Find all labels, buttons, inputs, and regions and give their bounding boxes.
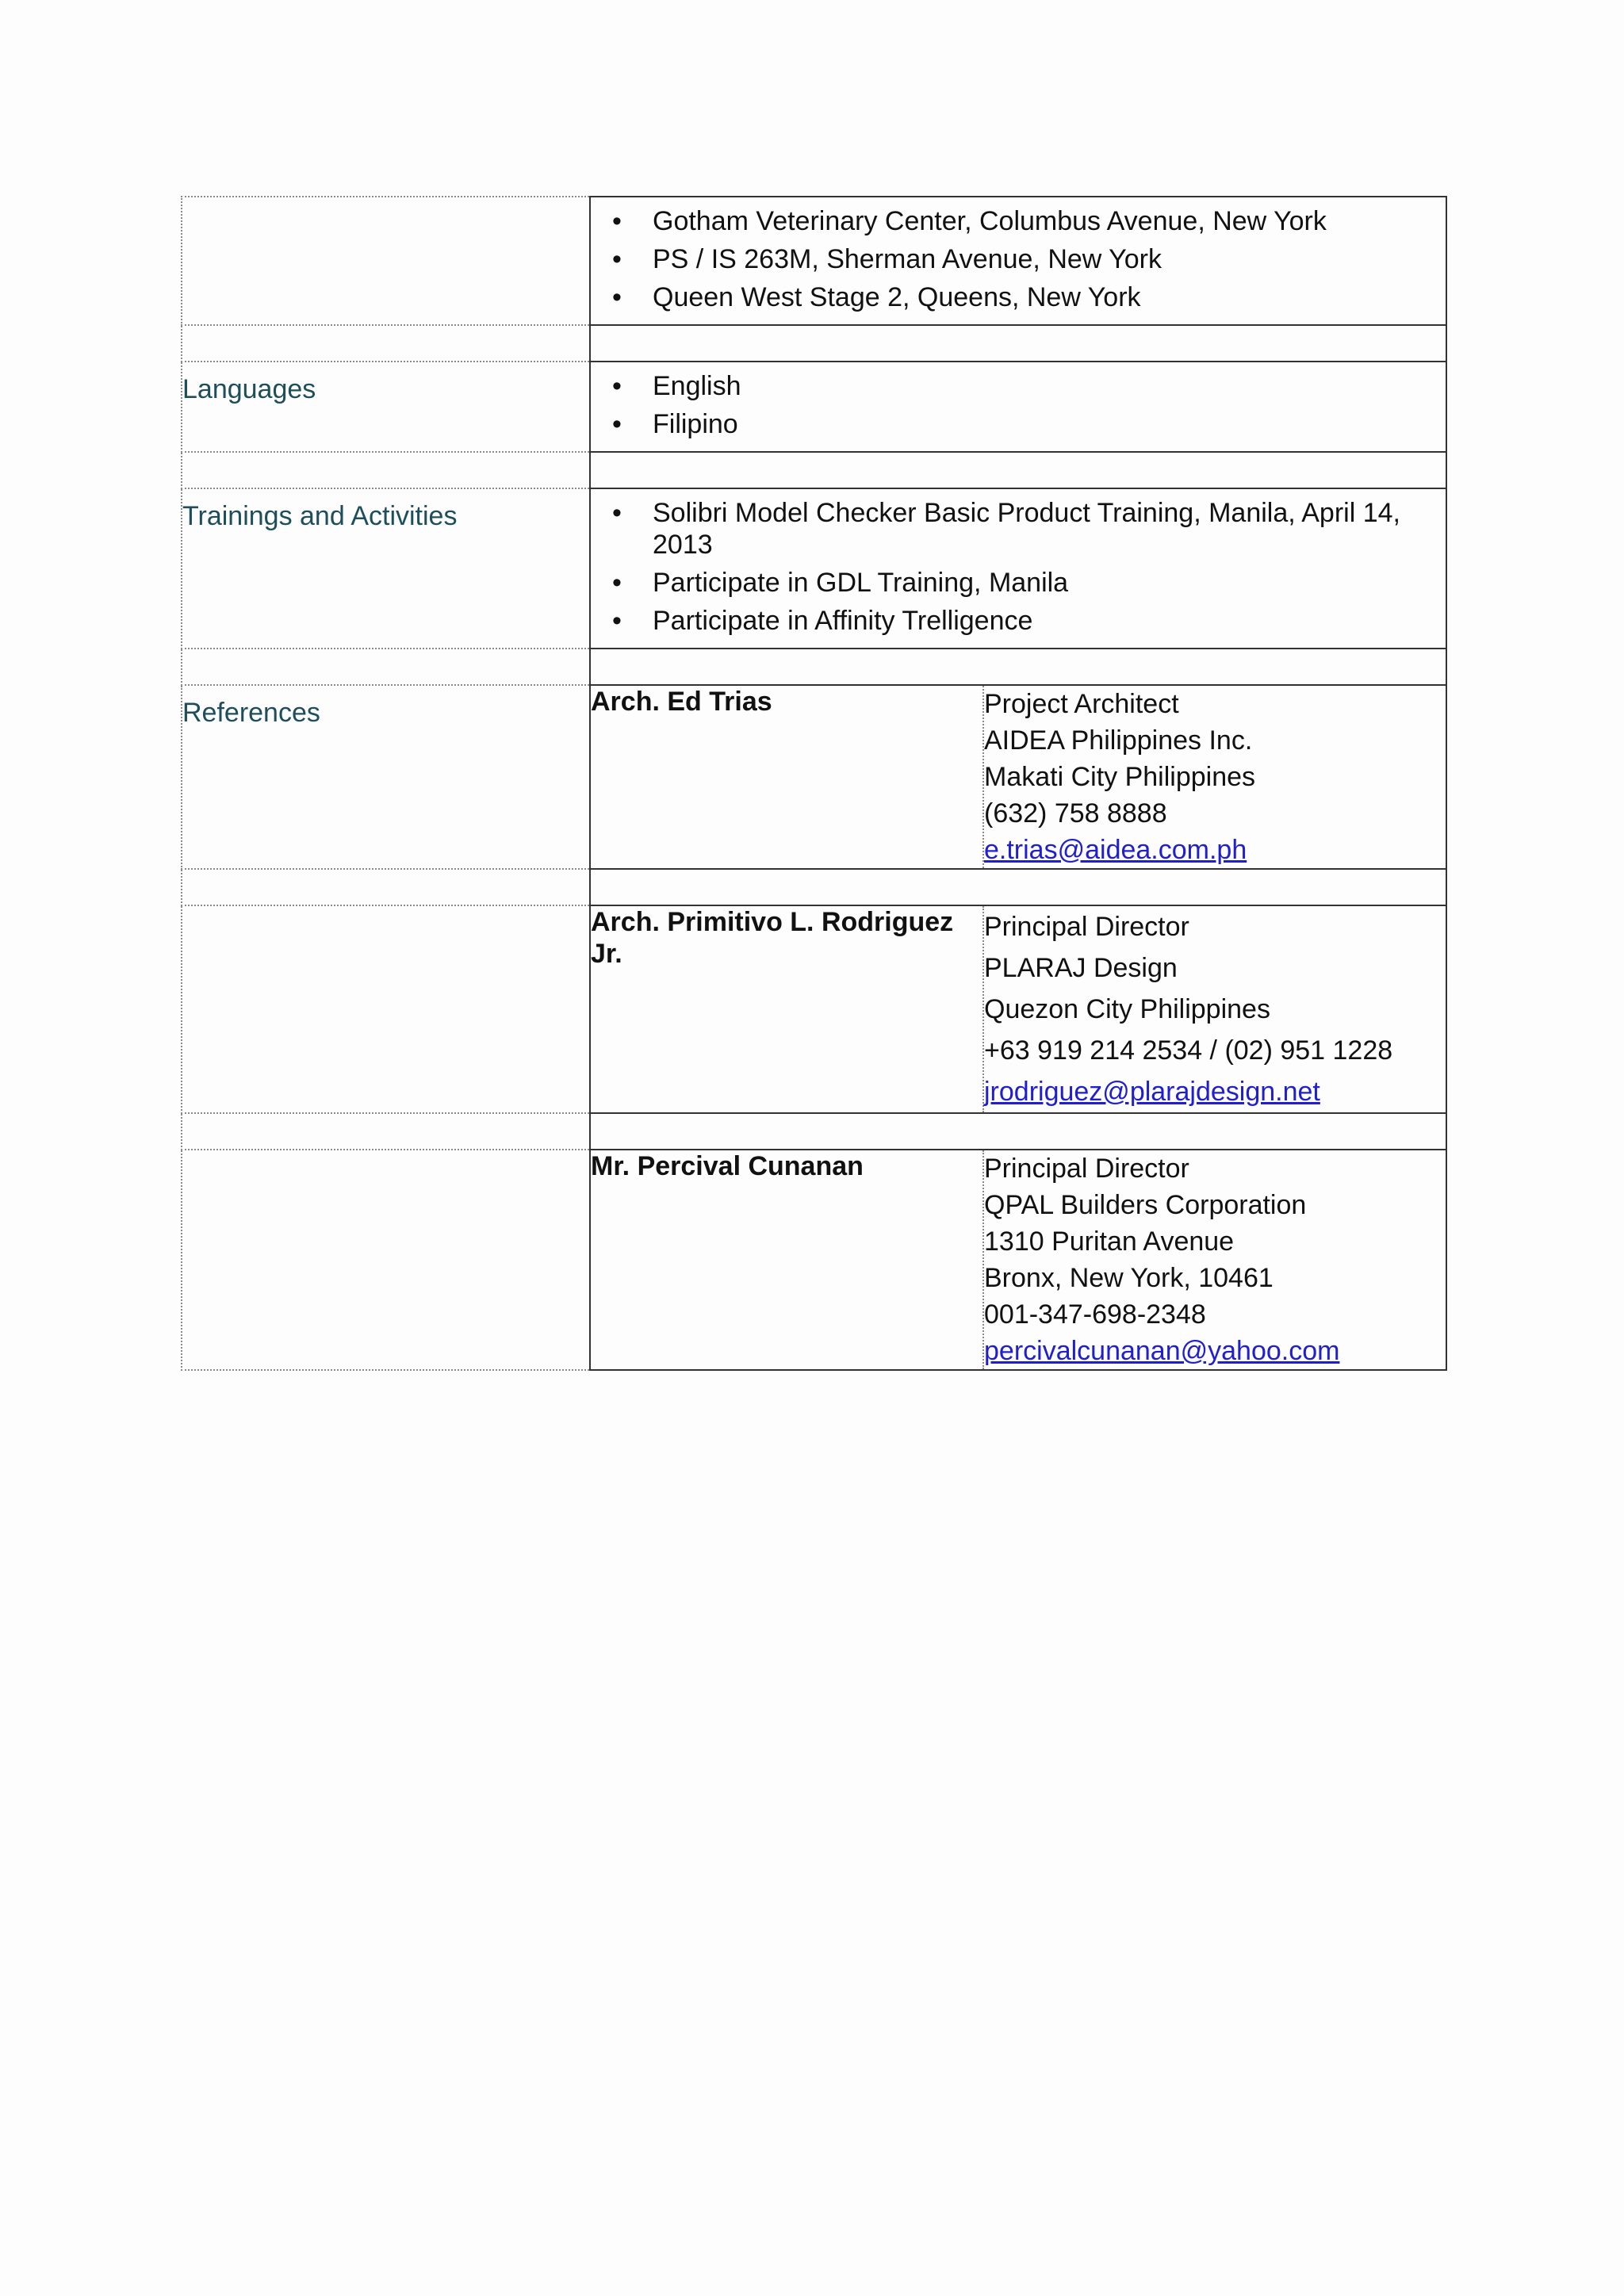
reference-row [182, 1150, 1446, 1370]
spacer-label-cell [182, 869, 590, 905]
bullet-icon: • [612, 568, 622, 598]
reference-detail-cell [983, 1150, 1446, 1370]
bullet-icon: • [612, 498, 622, 528]
reference-row [182, 685, 1446, 869]
project-text: Gotham Veterinary Center, Columbus Avenue, New York [653, 206, 1327, 236]
spacer-row [182, 452, 1446, 488]
reference-location: Quezon City Philippines [984, 994, 1270, 1024]
trainings-label: Trainings and Activities [182, 501, 458, 531]
languages-label: Languages [182, 374, 316, 404]
trainings-list [591, 489, 1446, 648]
spacer-content-cell [590, 452, 1446, 488]
reference-title: Principal Director [984, 912, 1189, 942]
reference-title: Project Architect [984, 689, 1179, 719]
languages-row [182, 362, 1446, 452]
bullet-icon: • [612, 409, 622, 439]
languages-label-cell [182, 362, 590, 452]
languages-list [591, 362, 1446, 451]
reference-name: Arch. Primitivo L. Rodriguez Jr. [591, 907, 954, 969]
spacer-row [182, 869, 1446, 905]
project-text: Queen West Stage 2, Queens, New York [653, 282, 1141, 312]
list-item [591, 370, 1446, 402]
projects-list [591, 197, 1446, 324]
list-item [591, 567, 1446, 599]
reference-name: Arch. Ed Trias [591, 687, 772, 717]
reference-name: Mr. Percival Cunanan [591, 1151, 864, 1181]
reference-phone: 001-347-698-2348 [984, 1299, 1206, 1330]
list-item [591, 205, 1446, 237]
reference-phone: (632) 758 8888 [984, 798, 1167, 828]
training-text: Participate in GDL Training, Manila [653, 568, 1069, 598]
reference-company: AIDEA Philippines Inc. [984, 725, 1253, 756]
bullet-icon: • [612, 606, 622, 636]
references-label: References [182, 698, 320, 728]
languages-content-cell [590, 362, 1446, 452]
spacer-row [182, 325, 1446, 362]
spacer-content-cell [590, 869, 1446, 905]
training-text: Solibri Model Checker Basic Product Training, Manila, April 14, 2013 [653, 498, 1400, 560]
list-item [591, 408, 1446, 440]
spacer-row [182, 649, 1446, 685]
training-text: Participate in Affinity Trelligence [653, 606, 1033, 636]
references-label-cell [182, 685, 590, 869]
reference-address: 1310 Puritan Avenue [984, 1226, 1235, 1257]
reference-name-cell [590, 1150, 983, 1370]
reference-row [182, 905, 1446, 1113]
spacer-row [182, 1113, 1446, 1150]
cv-table [181, 196, 1447, 1371]
spacer-label-cell [182, 325, 590, 362]
trainings-row [182, 488, 1446, 649]
projects-label-cell [182, 197, 590, 325]
list-item [591, 281, 1446, 313]
spacer-label-cell [182, 452, 590, 488]
spacer-label-cell [182, 1113, 590, 1150]
reference-email-link[interactable]: e.trias@aidea.com.ph [984, 835, 1247, 865]
list-item [591, 605, 1446, 637]
bullet-icon: • [612, 282, 622, 312]
projects-row [182, 197, 1446, 325]
reference-name-cell [590, 685, 983, 869]
list-item [591, 243, 1446, 275]
bullet-icon: • [612, 244, 622, 274]
projects-content-cell [590, 197, 1446, 325]
reference-email-link[interactable]: percivalcunanan@yahoo.com [984, 1336, 1340, 1366]
reference-detail-cell [983, 905, 1446, 1113]
reference-name-cell [590, 905, 983, 1113]
reference-company: QPAL Builders Corporation [984, 1190, 1307, 1220]
reference-detail-cell [983, 685, 1446, 869]
list-item [591, 497, 1446, 561]
trainings-label-cell [182, 488, 590, 649]
reference-location: Bronx, New York, 10461 [984, 1263, 1274, 1293]
reference-phone: +63 919 214 2534 / (02) 951 1228 [984, 1035, 1393, 1066]
spacer-content-cell [590, 325, 1446, 362]
spacer-content-cell [590, 649, 1446, 685]
reference-email-link[interactable]: jrodriguez@plarajdesign.net [984, 1077, 1320, 1107]
project-text: PS / IS 263M, Sherman Avenue, New York [653, 244, 1162, 274]
bullet-icon: • [612, 371, 622, 401]
trainings-content-cell [590, 488, 1446, 649]
reference-title: Principal Director [984, 1154, 1189, 1184]
bullet-icon: • [612, 206, 622, 236]
language-text: English [653, 371, 741, 401]
reference-location: Makati City Philippines [984, 762, 1256, 792]
reference-company: PLARAJ Design [984, 953, 1178, 983]
reference-empty-label-cell [182, 1150, 590, 1370]
spacer-label-cell [182, 649, 590, 685]
spacer-content-cell [590, 1113, 1446, 1150]
language-text: Filipino [653, 409, 738, 439]
reference-empty-label-cell [182, 905, 590, 1113]
